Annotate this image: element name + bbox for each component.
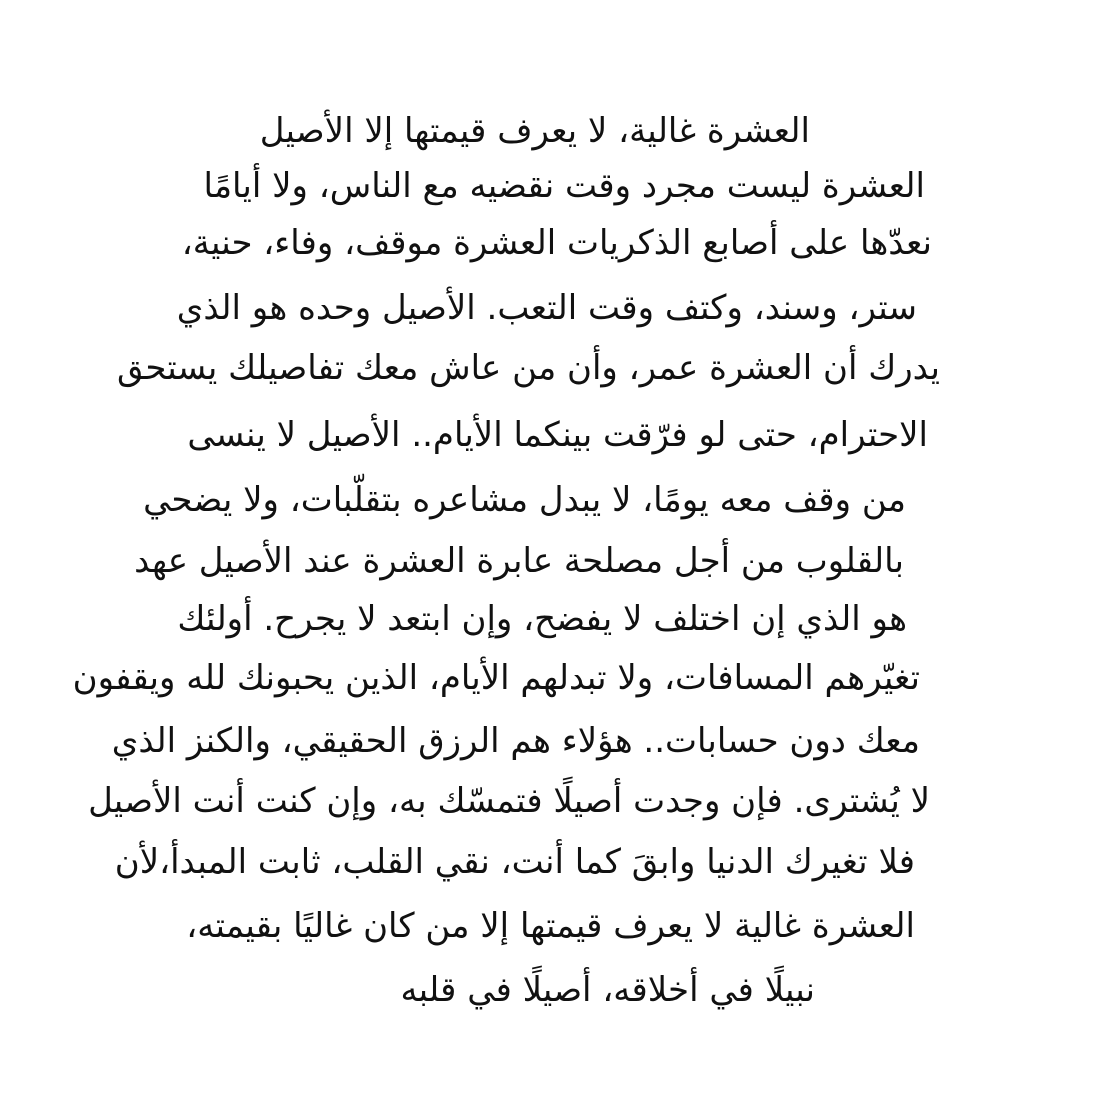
text-line-13: العشرة غالية لا يعرف قيمتها إلا من كان غاليًا بقيمته،	[186, 906, 915, 946]
text-line-14: نبيلًا في أخلاقه، أصيلًا في قلبه	[400, 970, 815, 1010]
text-line-9: تغيّرهم المسافات، ولا تبدلهم الأيام، الذين يحبونك لله ويقفون	[72, 658, 920, 698]
text-line-5: الاحترام، حتى لو فرّقت بينكما الأيام.. الأصيل لا ينسى	[187, 415, 928, 455]
text-line-12: فلا تغيرك الدنيا وابقَ كما أنت، نقي القلب، ثابت المبدأ،لأن	[114, 842, 915, 882]
text-line-2: نعدّها على أصابع الذكريات العشرة موقف، وفاء، حنية،	[181, 223, 932, 263]
text-line-10: معك دون حسابات.. هؤلاء هم الرزق الحقيقي، والكنز الذي	[111, 721, 920, 761]
document-title: العشرة غالية، لا يعرف قيمتها إلا الأصيل	[259, 111, 810, 151]
text-line-6: من وقف معه يومًا، لا يبدل مشاعره بتقلّبات، ولا يضحي	[143, 480, 906, 520]
text-line-1: العشرة ليست مجرد وقت نقضيه مع الناس، ولا أيامًا	[203, 166, 925, 206]
text-line-8: هو الذي إن اختلف لا يفضح، وإن ابتعد لا يجرح. أولئك	[177, 599, 907, 639]
text-line-4: يدرك أن العشرة عمر، وأن من عاش معك تفاصيلك يستحق	[117, 348, 940, 388]
text-line-3: ستر، وسند، وكتف وقت التعب. الأصيل وحده هو الذي	[176, 288, 917, 328]
text-line-7: بالقلوب من أجل مصلحة عابرة العشرة عند الأصيل عهد	[134, 541, 904, 581]
text-line-11: لا يُشترى. فإن وجدت أصيلًا فتمسّك به، وإن كنت أنت الأصيل	[88, 781, 930, 821]
